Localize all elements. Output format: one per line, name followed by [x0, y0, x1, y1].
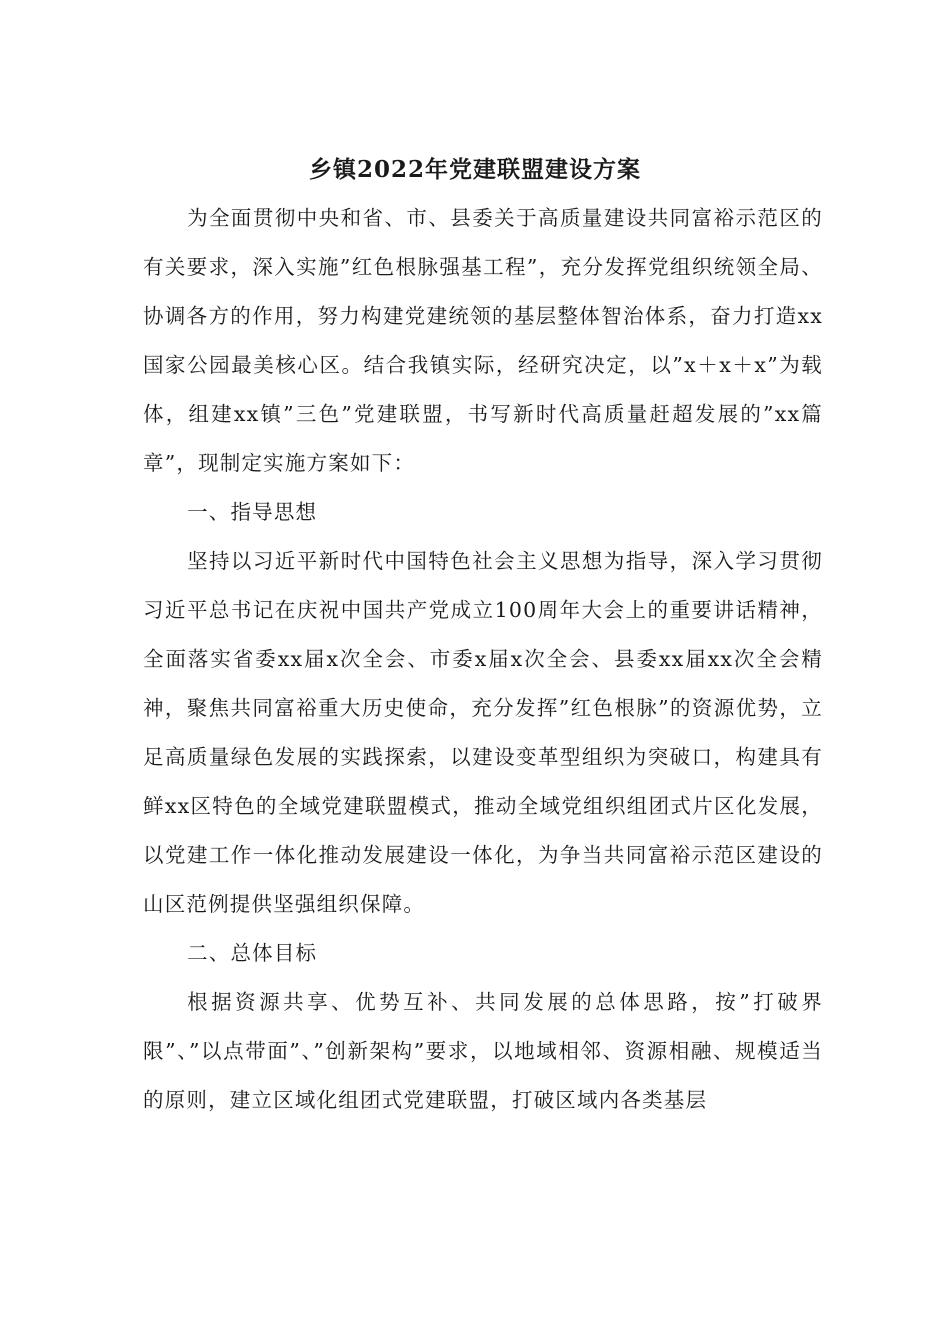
section-heading-overall-goal: 二、总体目标: [187, 941, 318, 965]
document-body: [143, 194, 823, 1125]
guiding-ideology-paragraph: 坚持以习近平新时代中国特色社会主义思想为指导，深入学习贯彻习近平总书记在庆祝中国共产党成立100周年大会上的重要讲话精神，全面落实省委xx届x次全会、市委x届x次全会、县委xx届xx次全会精神，聚焦共同富裕重大历史使命，充分发挥”红色根脉”的资源优势，立足高质量绿色发展的实践探索，以建设变革型组织为突破口，构建具有鲜xx区特色的全域党建联盟模式，推动全域党组织组团式片区化发展，以党建工作一体化推动发展建设一体化，为争当共同富裕示范区建设的山区范例提供坚强组织保障。: [143, 549, 823, 916]
intro-paragraph: 为全面贯彻中央和省、市、县委关于高质量建设共同富裕示范区的有关要求，深入实施”红色根脉强基工程”，充分发挥党组织统领全局、协调各方的作用，努力构建党建统领的基层整体智治体系，奋力打造xx国家公园最美核心区。结合我镇实际，经研究决定，以”x＋x＋x”为载体，组建xx镇”三色”党建联盟，书写新时代高质量赶超发展的”xx篇章”，现制定实施方案如下：: [143, 206, 823, 475]
overall-goal-paragraph: 根据资源共享、优势互补、共同发展的总体思路，按”打破界限”、”以点带面”、”创新架构”要求，以地域相邻、资源相融、规模适当的原则，建立区域化组团式党建联盟，打破区域内各类基层: [143, 990, 823, 1112]
section-heading-guiding-ideology: 一、指导思想: [187, 500, 318, 524]
document-title: 乡镇2022年党建联盟建设方案: [308, 156, 641, 183]
